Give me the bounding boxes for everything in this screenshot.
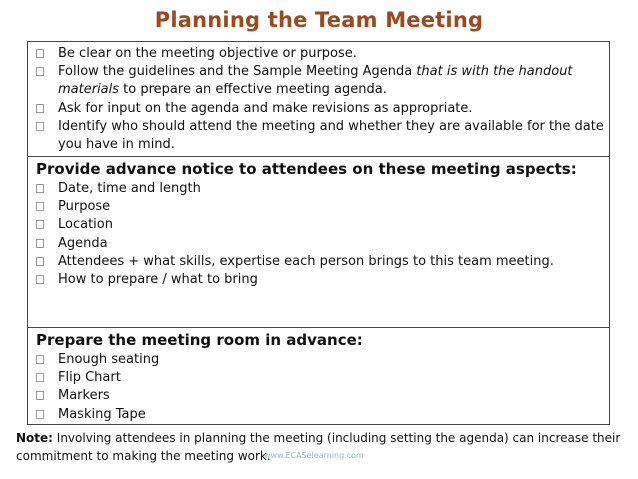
checkbox-bullet-icon [36, 275, 44, 284]
footnote-label: Note: [16, 431, 53, 445]
list-item-text: Masking Tape [58, 406, 146, 422]
advance-notice-list [36, 180, 609, 289]
checkbox-bullet-icon [36, 184, 44, 193]
checkbox-bullet-icon [36, 391, 44, 400]
checkbox-bullet-icon [36, 104, 44, 113]
section-advance-notice [27, 156, 610, 327]
checkbox-bullet-icon [36, 122, 44, 131]
checkbox-bullet-icon [36, 257, 44, 266]
list-item-text: Enough seating [58, 352, 160, 367]
list-item [36, 351, 609, 369]
checkbox-bullet-icon [36, 410, 44, 419]
section-planning-steps [27, 41, 610, 156]
list-item [36, 180, 609, 198]
list-item-text: Markers [58, 388, 110, 404]
list-item-text: Identify who should attend the meeting and whether they are available for the date you have in mind. [58, 118, 604, 153]
list-item-text: Attendees + what skills, expertise each person brings to this team meeting. [58, 253, 554, 269]
list-item-text: Be clear on the meeting objective or purpose. [58, 46, 357, 61]
meeting-room-list [36, 351, 609, 424]
checkbox-bullet-icon [36, 220, 44, 229]
section-heading: Prepare the meeting room in advance: [36, 331, 363, 349]
list-item-text: Location [58, 217, 113, 233]
checkbox-bullet-icon [36, 373, 44, 382]
checkbox-bullet-icon [36, 49, 44, 58]
list-item [36, 216, 609, 234]
section-meeting-room [27, 327, 610, 425]
page-title: Planning the Team Meeting [154, 8, 484, 32]
checkbox-bullet-icon [36, 239, 44, 248]
checkbox-bullet-icon [36, 202, 44, 211]
section-heading: Provide advance notice to attendees on these meeting aspects: [36, 160, 577, 178]
list-item [36, 406, 609, 424]
list-item [36, 45, 609, 63]
list-item [36, 63, 609, 99]
list-item-text: How to prepare / what to bring [58, 272, 258, 288]
planning-steps-list [36, 45, 609, 154]
checkbox-bullet-icon [36, 355, 44, 364]
list-item [36, 387, 609, 405]
list-item-text: Ask for input on the agenda and make revisions as appropriate. [58, 100, 473, 116]
list-item-text: Follow the guidelines and the Sample Meeting Agenda [58, 64, 417, 80]
list-item [36, 100, 609, 118]
list-item-text: Flip Chart [58, 370, 121, 386]
checkbox-bullet-icon [36, 67, 44, 76]
watermark: www.ECASelearning.com [264, 451, 364, 460]
list-item [36, 253, 609, 271]
list-item-text: Purpose [58, 199, 111, 215]
list-item [36, 118, 609, 154]
list-item [36, 271, 609, 289]
list-item-italic-text: that is with the handout materials [58, 64, 573, 98]
list-item-text: Date, time and length [58, 181, 201, 196]
list-item-text-continued: to prepare an effective meeting agenda. [119, 82, 387, 98]
list-item-text: Agenda [58, 235, 108, 251]
list-item [36, 235, 609, 253]
list-item [36, 369, 609, 387]
list-item [36, 198, 609, 216]
footnote-text: Involving attendees in planning the meeting (including setting the agenda) can increase their commitment to making the meeting work. [16, 431, 621, 463]
